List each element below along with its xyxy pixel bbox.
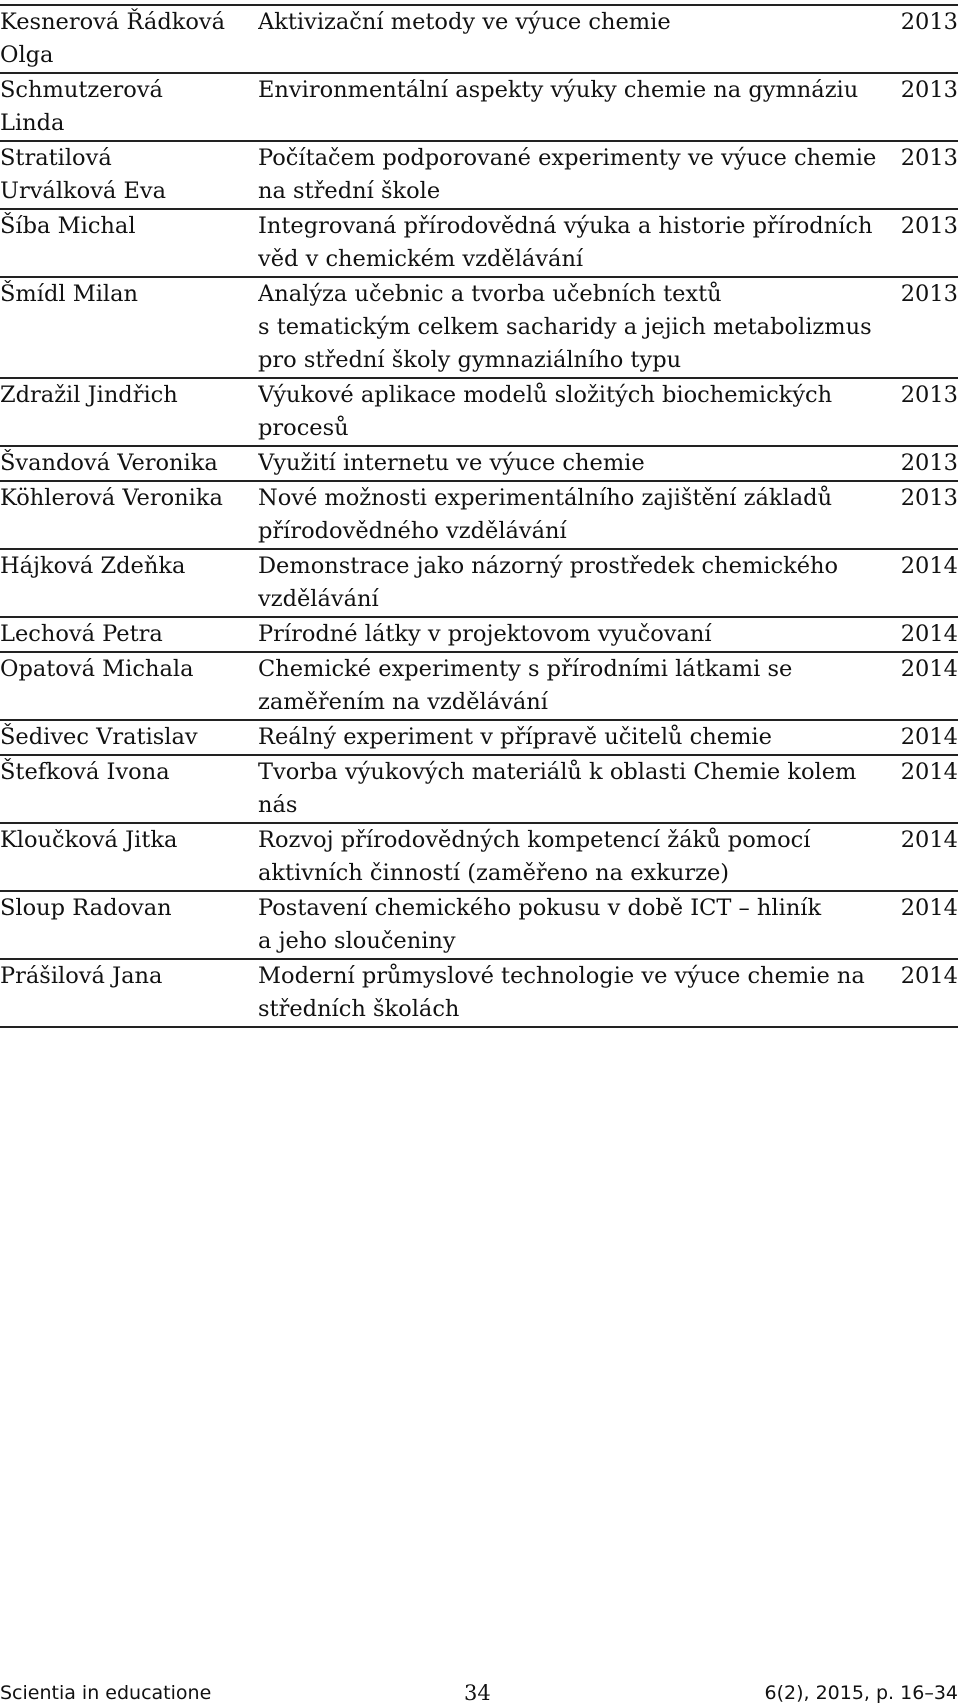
title-cell: Nové možnosti experimentálního zajištění základů přírodovědného vzdělávání — [258, 485, 833, 544]
table-row — [0, 277, 958, 378]
table-row — [0, 209, 958, 277]
thesis-table — [0, 4, 958, 1028]
table-row — [0, 549, 958, 617]
citation: 6(2), 2015, p. 16–34 — [764, 1682, 958, 1704]
title-cell: Výukové aplikace modelů složitých biochemických procesů — [258, 382, 833, 441]
title-cell: Prírodné látky v projektovom vyučovaní — [258, 621, 712, 647]
author-cell: Šmídl Milan — [0, 281, 139, 307]
year-cell: 2014 — [900, 621, 958, 647]
author-cell: Zdražil Jindřich — [0, 382, 178, 408]
thesis-table-body — [0, 5, 958, 1027]
year-cell: 2014 — [900, 759, 958, 785]
title-cell: Tvorba výukových materiálů k oblasti Chemie kolem nás — [258, 759, 857, 818]
table-row — [0, 823, 958, 891]
author-cell: Šíba Michal — [0, 213, 136, 239]
title-cell: Reálný experiment v přípravě učitelů chemie — [258, 724, 772, 750]
year-cell: 2014 — [900, 724, 958, 750]
table-row — [0, 617, 958, 652]
year-cell: 2014 — [900, 827, 958, 853]
table-row — [0, 959, 958, 1027]
table-row — [0, 5, 958, 73]
author-cell: Hájková Zdeňka — [0, 553, 186, 579]
author-cell: Stratilová Urválková Eva — [0, 145, 167, 204]
year-cell: 2013 — [900, 281, 958, 307]
author-cell: Prášilová Jana — [0, 963, 163, 989]
title-cell: Postavení chemického pokusu v době ICT – hliník a jeho sloučeniny — [258, 895, 822, 954]
year-cell: 2014 — [900, 656, 958, 682]
table-row — [0, 891, 958, 959]
author-cell: Köhlerová Veronika — [0, 485, 223, 511]
year-cell: 2013 — [900, 382, 958, 408]
table-row — [0, 755, 958, 823]
title-cell: Aktivizační metody ve výuce chemie — [258, 9, 671, 35]
title-cell: Demonstrace jako názorný prostředek chemického vzdělávání — [258, 553, 839, 612]
year-cell: 2014 — [900, 963, 958, 989]
title-cell: Chemické experimenty s přírodními látkami se zaměřením na vzdělávání — [258, 656, 793, 715]
year-cell: 2014 — [900, 553, 958, 579]
title-cell: Rozvoj přírodovědných kompetencí žáků pomocí aktivních činností (zaměřeno na exkurze) — [258, 827, 811, 886]
title-cell: Moderní průmyslové technologie ve výuce chemie na středních školách — [258, 963, 865, 1022]
year-cell: 2013 — [900, 9, 958, 35]
title-cell: Počítačem podporované experimenty ve výuce chemie na střední škole — [258, 145, 877, 204]
title-cell: Environmentální aspekty výuky chemie na gymnáziu — [258, 77, 859, 103]
author-cell: Kloučková Jitka — [0, 827, 178, 853]
author-cell: Šedivec Vratislav — [0, 724, 198, 750]
title-cell: Analýza učebnic a tvorba učebních textů s tematickým celkem sacharidy a jejich metabolizmus pro střední školy gymnaziálního typu — [258, 281, 872, 373]
table-row — [0, 73, 958, 141]
author-cell: Lechová Petra — [0, 621, 163, 647]
table-row — [0, 652, 958, 720]
table-row — [0, 141, 958, 209]
page-footer — [0, 1681, 958, 1705]
author-cell: Sloup Radovan — [0, 895, 172, 921]
table-row — [0, 378, 958, 446]
year-cell: 2014 — [900, 895, 958, 921]
year-cell: 2013 — [900, 145, 958, 171]
year-cell: 2013 — [900, 485, 958, 511]
title-cell: Integrovaná přírodovědná výuka a historie přírodních věd v chemickém vzdělávání — [258, 213, 873, 272]
author-cell: Schmutzerová Linda — [0, 77, 163, 136]
table-row — [0, 446, 958, 481]
journal-name: Scientia in educatione — [0, 1682, 212, 1704]
year-cell: 2013 — [900, 77, 958, 103]
author-cell: Opatová Michala — [0, 656, 194, 682]
title-cell: Využití internetu ve výuce chemie — [258, 450, 645, 476]
author-cell: Švandová Veronika — [0, 450, 218, 476]
author-cell: Štefková Ivona — [0, 759, 170, 785]
author-cell: Kesnerová Řádková Olga — [0, 9, 226, 68]
year-cell: 2013 — [900, 450, 958, 476]
year-cell: 2013 — [900, 213, 958, 239]
table-row — [0, 481, 958, 549]
page-number: 34 — [464, 1681, 491, 1705]
table-row — [0, 720, 958, 755]
